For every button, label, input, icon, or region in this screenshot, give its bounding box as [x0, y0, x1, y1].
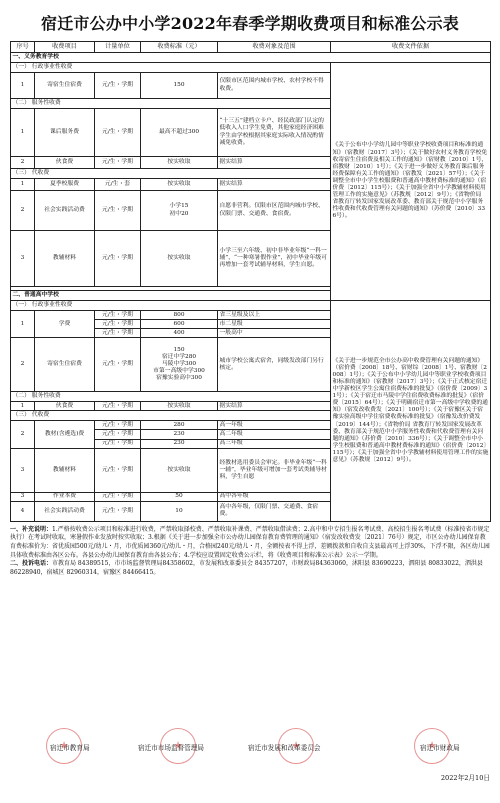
table-row: 元/生・学期 230 高二年级: [11, 430, 491, 439]
basis-compulsory: 《关于公布中小学幼儿园中等职业学校收费项目和标准的通知》（宿教财〔2017〕3号）；《关于做好农村义务教育学校免收寄宿生住宿费及相关工作的通知》（宿财教〔2010〕1号，宿教财〔2010〕1号）；《关于进一步做好义务教育课后服务经费保障有关工作的通知》（宿教发〔2021〕57号）；《关于调整全市中小学生校服费和普通高中教材费标准的通知》（宿价费〔2012〕115号）；《关于加强全省中小学教辅材料使用管理工作的实施意见》（苏教规〔2012〕9号）；《省物价局 省教育厅转发国家发展改革委、教育部关于规范中小学服务性收费和代收费管理有关问题的通知》（苏价费〔2010〕336号）。: [331, 63, 491, 301]
table-row: 1 课后服务费 元/生・学期 最高不超过300 “十三五”建档立卡户、经民政部门认定的低收入人口学生免费，其他家庭经济困难学生由学校根据其家庭实际收入情况酌情减免收费。: [11, 109, 491, 157]
table-row: 1 寄宿生住宿费 元/生・学期 150 仅限市区范围内城市学校、农村学校不得收费。: [11, 73, 491, 99]
supplement-note: [10, 526, 490, 560]
table-row: 3 教辅材料 元/生・学期 按实收取 小学三至六年级、初中非毕业年级“一科一辅”，“一种寒暑假作业”，初中毕业年级可再增加一套考试辅导材料，学生自愿。: [11, 231, 491, 287]
table-row: 1 夏季校服费 元/生・套 按实收取 据实结算: [11, 179, 491, 191]
subsection-admin-fees: （一） 行政事业性收费 《关于进一步规范全市公办高中收费管理有关问题的通知》（宿价费〔2008〕18号、宿财综〔2008〕1号、宿教财〔2008〕1号）；《关于公布中小学幼儿园中等职业学校收费项目和标准的通知》（宿教财〔2017〕3号）；《关于正式核定宿迁中学新校区学生公寓住宿费标准的批复》（宿价费〔2009〕31号）；《关于宿迁市马陵中学住宿费收费标准的批复》（宿价费〔2015〕64号）；《关于明确宿迁市第一高级中学收费的通知》（宿发改收费发〔2021〕100号）；《关于宿豫区关于宿豫实验高级中学住宿费收费标准的批复》（宿豫发改价费发〔2019〕144号）；《省物价局 省教育厅转发国家发展改革委、教育部关于规范中小学服务性收费和代收费管理有关问题的通知》（苏价费〔2010〕336号）；《关于调整全市中小学生校服费和普通高中教材费标准的通知》（宿价费〔2012〕115号）；《关于加强全省中小学教辅材料使用管理工作的实施意见》（苏教规〔2012〕9号）。: [11, 301, 491, 311]
header-basis: 收费文件依据: [331, 42, 491, 53]
table-row: 2 伙食费 元/生・学期 按实收取 据实结算: [11, 157, 491, 169]
fee-notice-page: [10, 10, 490, 795]
table-row: 2 教材(含遴选)费 元/生・学期 280 高一年级: [11, 421, 491, 430]
table-row: 2 寄宿生住宿费 元/生・学期 150 宿迁中学280 马陵中学300 市第一高级中学300 宿豫实验高中300 城市学校公寓式宿舍，同级发改部门另行核定。: [11, 338, 491, 392]
basis-senior: 《关于进一步规范全市公办高中收费管理有关问题的通知》（宿价费〔2008〕18号、宿财综〔2008〕1号、宿教财〔2008〕1号）；《关于公布中小学幼儿园中等职业学校收费项目和标准的通知》（宿教财〔2017〕3号）；《关于正式核定宿迁中学新校区学生公寓住宿费标准的批复》（宿价费〔2009〕31号）；《关于宿迁市马陵中学住宿费收费标准的批复》（宿价费〔2015〕64号）；《关于明确宿迁市第一高级中学收费的通知》（宿发改收费发〔2021〕100号）；《关于宿豫区关于宿豫实验高级中学住宿费收费标准的批复》（宿豫发改价费发〔2019〕144号）；《省物价局 省教育厅转发国家发展改革委、教育部关于规范中小学服务性收费和代收费管理有关问题的通知》（苏价费〔2010〕336号）；《关于调整全市中小学生校服费和普通高中教材费标准的通知》（宿价费〔2012〕115号）；《关于加强全省中小学教辅材料使用管理工作的实施意见》（苏教规〔2012〕9号）。: [331, 301, 491, 522]
signer-development-reform: 宿迁市发展和改革委员会: [248, 744, 321, 752]
table-row: 元/生・学期 600 市二星级: [11, 320, 491, 329]
table-row: 元/生・学期 400 一般高中: [11, 329, 491, 338]
table-row: 3 作业本费 元/生・学期 50 高中各年级: [11, 492, 491, 501]
subsection-agency-fees: （三） 代收费: [11, 169, 491, 179]
header-standard: 收费标准（元）: [141, 42, 218, 53]
table-row: 3 教辅材料 元/生・学期 按实收取 经教材选用委员会审定。非毕业年级“一科一辅”，毕业年级可增加一套考试类辅导材料，学生自愿: [11, 448, 491, 492]
signer-finance-bureau: 宿迁市财政局: [420, 744, 460, 752]
header-unit: 计量单位: [95, 42, 141, 53]
table-row: 1 学费 元/生・学期 800 省三星级及以上: [11, 311, 491, 320]
table-row: 2 社会实践活动费 元/生・学期 小学15 初中20 自愿非营利。仅限市区范围内城市学校、仅限门票、交通费、食宿费。: [11, 191, 491, 231]
section-senior: 二、普通高中学校: [11, 291, 491, 301]
hotline-note: [10, 560, 490, 577]
subsection-admin-fees: （一） 行政事业性收费 《关于公布中小学幼儿园中等职业学校收费项目和标准的通知》（宿教财〔2017〕3号）；《关于做好农村义务教育学校免收寄宿生住宿费及相关工作的通知》（宿财教〔2010〕1号，宿教财〔2010〕1号）；《关于进一步做好义务教育课后服务经费保障有关工作的通知》（宿教发〔2021〕57号）；《关于调整全市中小学生校服费和普通高中教材费标准的通知》（宿价费〔2012〕115号）；《关于加强全省中小学教辅材料使用管理工作的实施意见》（苏教规〔2012〕9号）；《省物价局 省教育厅转发国家发展改革委、教育部关于规范中小学服务性收费和代收费管理有关问题的通知》（苏价费〔2010〕336号）。: [11, 63, 491, 73]
subsection-service-fees: （二） 服务性收费: [11, 99, 491, 109]
hotline-label: 二、投诉电话：: [10, 560, 53, 568]
signer-education-bureau: 宿迁市教育局: [50, 744, 90, 752]
table-row: 元/生・学期 230 高三年级: [11, 439, 491, 448]
subsection-agency-fees: （三） 代收费: [11, 411, 491, 421]
signer-market-regulation: 宿迁市市场监督管理局: [138, 744, 204, 752]
hotline-text: 市教育局 84389515，市市场监督管理局84358602，市发展和改革委员会 84357207，市财政局84363060，沭阳县 83690223，泗阳县 80833022，泗洪县 86228940，宿城区 82960314，宿豫区 84466415。: [10, 560, 483, 576]
supplement-text: 1.严格按收费公示项目和标准进行收费，严禁收取择校费、严禁收取补课费、严禁收取借读费；2.高中和中专招生报名考试费、高校招生报名考试费（标准按省市规定执行）在考试时收取，寒暑假作业发放时按实收取；3.根据《关于进一步加强全市公办幼儿园保育教育费管理的通知》（宿发改收费发〔2021〕76号）规定，市区公办幼儿园保育教育费标准价为：省优质园500元/幼儿・月，市优质园360元/幼儿・月，合格园240元/幼儿・月，全额按表不得上浮，差额拨款和自收自支县最高可上浮30%，下浮不限，各区幼儿园具体收费标准由各区公布。各县公办幼儿园保育教育由各县公布；4.学校应设置固定收费公示栏，将《收费项目和标准公示表》公示一学期。: [10, 525, 490, 559]
table-header-row: [11, 42, 491, 53]
subsection-service-fees: （二） 服务性收费: [11, 392, 491, 402]
signature-block: [10, 728, 490, 762]
header-item: 收费项目: [35, 42, 95, 53]
supplement-label: 一、补充说明：: [10, 525, 53, 533]
fee-table: [10, 41, 491, 522]
table-row: 4 社会实践活动费 元/生・学期 10 高中各年级，仅限门票、交通费、食宿费。: [11, 501, 491, 521]
page-title: 宿迁市公办中小学2022年春季学期收费项目和标准公示表: [41, 14, 459, 33]
notes-section: [10, 526, 490, 578]
header-scope: 收费对象及范围: [218, 42, 331, 53]
section-compulsory: 一、义务教育学校: [11, 53, 491, 63]
table-row: 1 伙食费 元/生・学期 按实收取 据实结算: [11, 402, 491, 411]
issue-date: 2022年2月10日: [440, 774, 490, 782]
header-no: 序号: [11, 42, 35, 53]
